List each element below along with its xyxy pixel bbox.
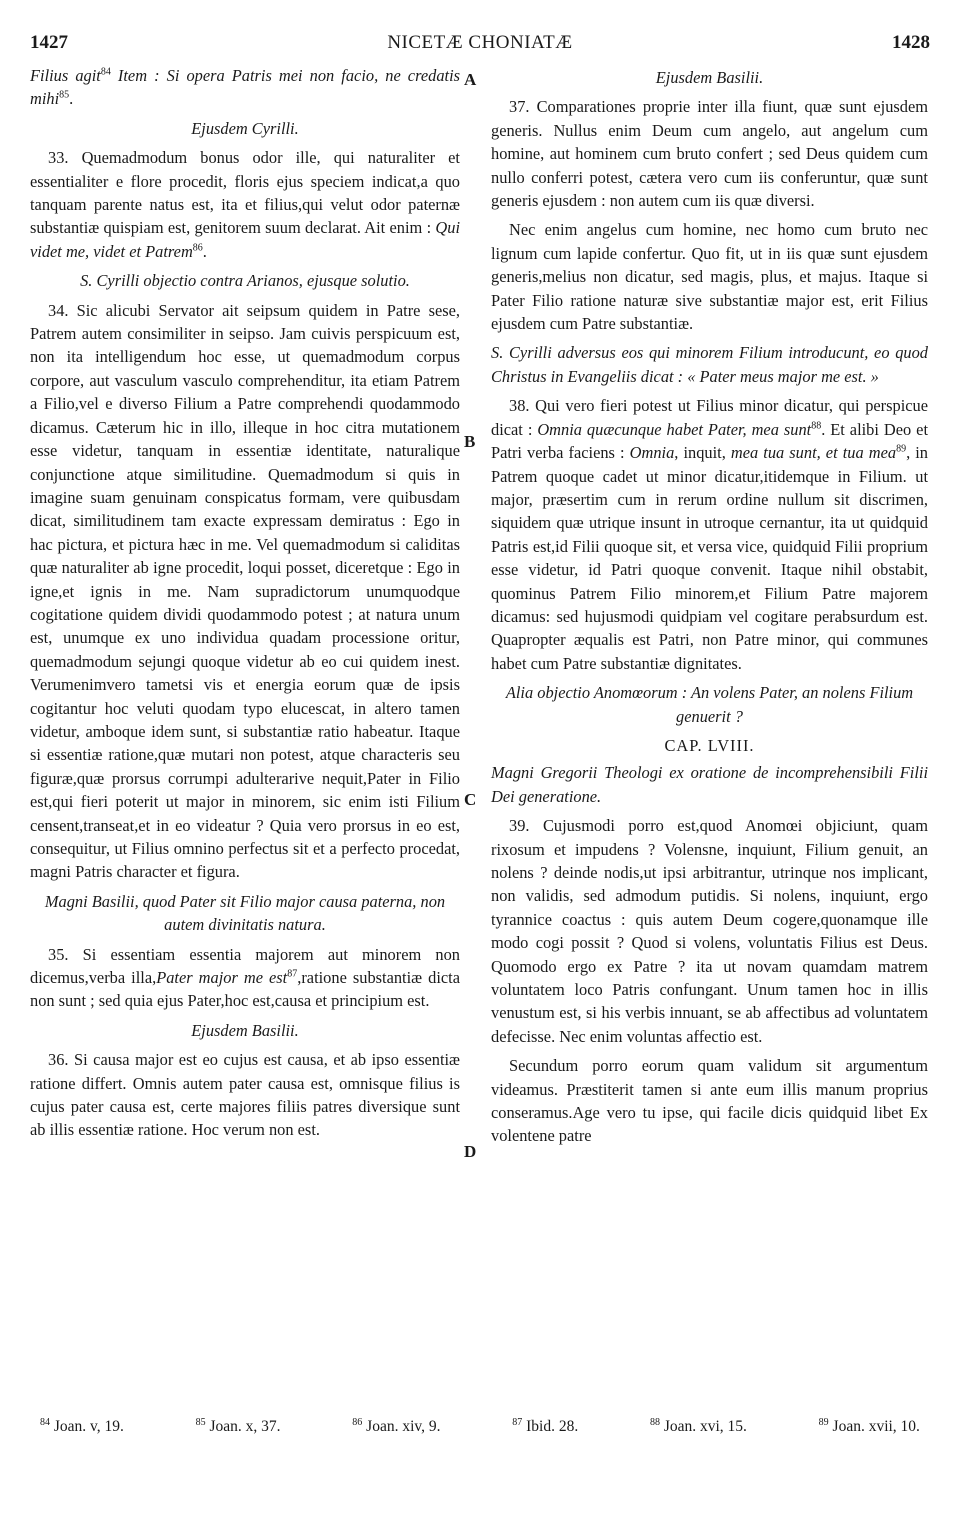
right-column [491,64,928,1154]
heading-alia-objectio: Alia objectio Anomœorum : An volens Pater, an nolens Filium genuerit ? [505,683,914,726]
section-title-basil: Ejusdem Basilii. [191,1020,299,1040]
paragraph-35: 35. Si essentiam essentia majorem aut minorem non dicemus,verba illa,Pater major me est$^{87}$,ratione substantiæ dicta non sunt ; sed quia ejus Pater,hoc est,causa et principium est. [30,944,460,1011]
footnotes [40,1418,920,1436]
paragraph-36: 36. Si causa major est eo cujus est causa, et ab ipso essentiæ ratione differt. Omnis autem pater causa est, omnisque filius is cujus pater causa est, certe majores filiis patres diversique sunt ab illis essentiæ ratione. Hoc verum non est. [30,1050,460,1140]
chapter-number: CAP. LVIII. [664,735,755,755]
paragraph-33: 33. Quemadmodum bonus odor ille, qui naturaliter et essentialiter e flore procedit, floris ejus speciem indicat,a quo tanquam parente natus est, ita et filius,qui velut odor paternæ substantiæ quispiam est, genitorem suum declarat. Ait enim : Qui videt me, videt et Patrem$^{86}$. [30,148,460,261]
left-column [30,64,460,1148]
paragraph-37: 37. Comparationes proprie inter illa fiunt, quæ sunt ejusdem generis. Nullus enim Deum cum angelo, aut angelum cum homine, aut hominem cum bruto confert ; sed Deus quidem cum nullo conferri potest, cætera vero cum iis conferuntur, quæ sunt generis ejusdem : non autem cum iis quæ diversi. [491,97,928,211]
margin-letter-a: A [464,70,477,89]
page-header [30,32,930,56]
footnote: $^{84}$ Joan. v, 19. [40,1416,124,1435]
paragraph-38: 38. Qui vero fieri potest ut Filius minor dicatur, qui perspicue dicat : Omnia quæcunque habet Pater, mea sunt$^{88}$. Et alibi Deo et Patri verba faciens : Omnia, inquit, mea tua sunt, et tua mea$^{89}$, in Patrem quoque cadet ut minor dicatur,itidemque in Filium. ut major, præsertim cum in rerum ordine nullum sit discrimen, siquidem quæ utrique insunt in utroque cernantur, ita ut quidquid Patris est,id Filii quoque sit, et versa vice, quidquid Filii proprium esse videtur, id Patri quoque convenit. Itaque nihil obstabit, quominus Patrem Filio minorem,et Filium Patre majorem dicamus: sed hujusmodi quidpiam vel cogitare perabsurdum est. Quapropter æqualis est Patri, non Patre minor, qui communes habet cum Patre substantiæ dignitates. [491,396,929,673]
heading-cyril-adversus: S. Cyrilli adversus eos qui minorem Filium introducunt, eo quod Christus in Evangeliis dicat : « Pater meus major me est. » [491,343,928,386]
paragraph-39: 39. Cujusmodi porro est,quod Anomœi objiciunt, quam rixosum et impudens ? Volensne, inquiunt, Filium genuit, an nolens ? deinde nodis,ut ipsi arbitrantur, utrinque nos implicant, non validis, sed admodum putidis. Si nolens, inquiunt, ergo tyrannice coactus : quis autem Deum cogere,quonamque ille modo cogi possit ? Quod si volens, voluntatis Filius est Deus. Quomodo ergo ex Patre ? ita ut novam quamdam matrem voluntatem loco Patris confungant. Unum tamen hoc in illis venustum est, si his verbis innuant, se ab affectibus ad voluntatem defecisse. Nec enim voluntas affectio est. [491,816,928,1046]
paragraph-intro: Filius agit$^{84}$ Item : Si opera Patris mei non facio, ne credatis mihi$^{85}$. [30,66,460,109]
footnote: $^{85}$ Joan. x, 37. [195,1416,281,1435]
margin-letter-b: B [464,432,476,451]
footnote: $^{88}$ Joan. xvi, 15. [649,1416,747,1435]
paragraph-37b: Nec enim angelus cum homine, nec homo cum bruto nec lignum cum lapide confertur. Quo fit, ut in iis quæ sunt ejusdem generis,melius non dicatur, sed magis, plus, et majus. Itaque si Pater Filio ratione naturæ sive substantiæ major est, erit Filius ejusdem cum Patre substantiæ. [491,220,928,334]
page-number-left: 1427 [30,32,68,53]
margin-letter-c: C [464,790,477,809]
section-title-basil-right: Ejusdem Basilii. [655,68,764,87]
paragraph-40: Secundum porro eorum quam validum sit argumentum videamus. Præstiterit tamen si ante eum illis manum proprius conseramus.Age vero tu ipse, qui facile dicis quidquid libet Ex volentene patre [491,1056,928,1146]
page-number-right: 1428 [892,32,930,53]
heading-cyril-objectio: S. Cyrilli objectio contra Arianos, ejusque solutio. [80,271,410,291]
margin-letter-d: D [464,1142,477,1161]
running-title: NICETÆ CHONIATÆ [387,32,573,53]
paragraph-34: 34. Sic alicubi Servator ait seipsum quidem in Patre sese, Patrem autem consimiliter in seipso. Jam cuivis perspicuum est, non ita intelligendum hoc esse, ut quemadmodum corpus corpore, aut vasculum vasculo comprehenditur, ita etiam Patrem a Filio,vel e diverso Filium a Patre comprehendi quodammodo dicamus. Cæterum hic in illo, illeque in hoc citra mutationem esse videtur, tanquam in essentiæ identitate, naturalique conjunctione atque similitudine. Quemadmodum si quis in imagine suam genuinam conspicatus formam, vere quibusdam dicat, similitudinem tam exacte expressam demiratus : Ego in hac pictura, et pictura hæc in me. Vel quemadmodum si caliditas quæ naturaliter ab igne procedit, loqui posset, diceretque : Ego in igne,et ignis in me. Nam supradictorum unumquodque cogitatione quidem dividi quodammodo potest ; at natura unum est, unumque ex uno individua quadam processione oritur, quemadmodum sejungi quoque videtur ab eo cui quidem inest. Verumenimvero tametsi vis et energia eorum quæ de ipsis cogitantur hoc veluti quodam typo elucescat, in altero tamen videtur, amboque idem sunt, si substantiæ ratio habeatur. Itaque si essentiæ ratione,quæ mutari non potest, atque characteris seu figuræ,quæ prorsus corrumpi adulterarive nequit,Pater in Filio est,qui fieri poterit ut major in minorem, sic enim isti Filium censent,transeat,et in eo videatur ? Quia vero prorsus in eo est, consequitur, ut Filius omnino perfectus sit et a perfecto procedat, magni Patris character et figura. [30,300,460,882]
heading-gregorii: Magni Gregorii Theologi ex oratione de incomprehensibili Filii Dei generatione. [491,763,928,806]
footnote: $^{89}$ Joan. xvii, 10. [818,1416,920,1435]
heading-basil-major: Magni Basilii, quod Pater sit Filio major causa paterna, non autem divinitatis natura. [44,891,446,935]
section-title-cyril: Ejusdem Cyrilli. [191,118,299,138]
footnote: $^{86}$ Joan. xiv, 9. [352,1416,441,1435]
footnote: $^{87}$ Ibid. 28. [512,1416,579,1435]
